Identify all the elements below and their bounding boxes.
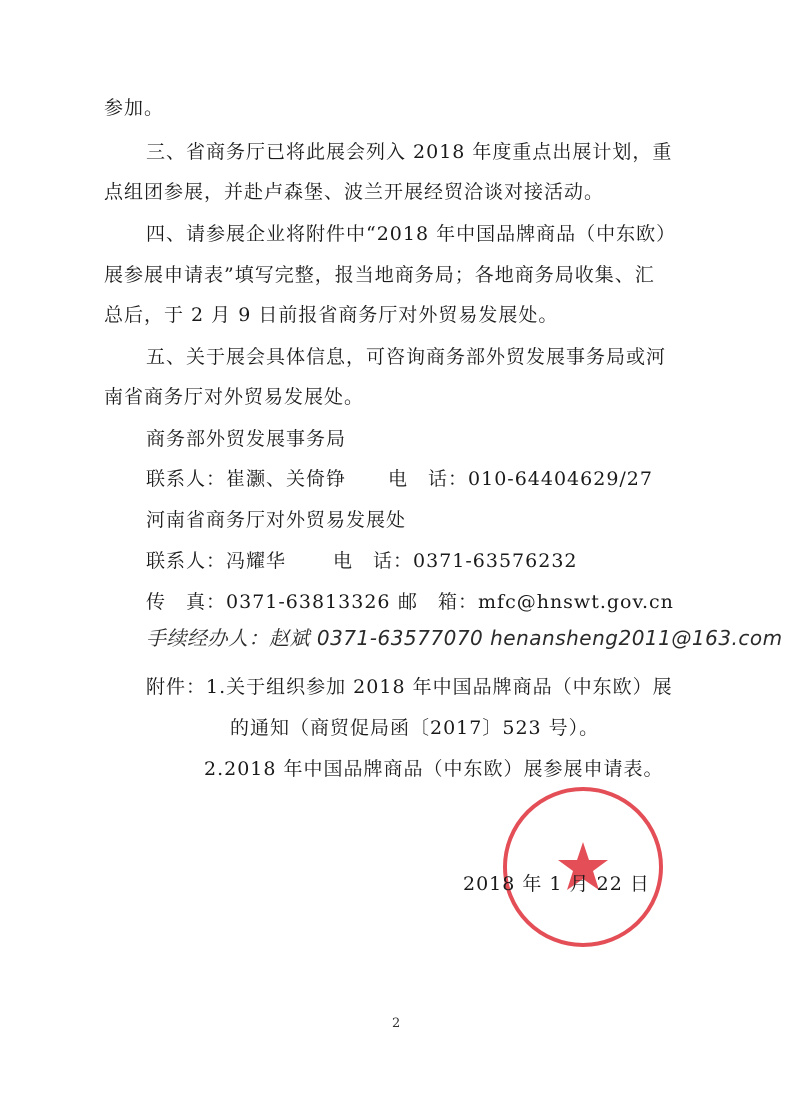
fax-label: 传 真：: [146, 591, 227, 613]
contact-label: 联系人：: [146, 550, 227, 572]
attachment-item-1-line-1: [146, 675, 673, 699]
email-address: mfc@hnswt.gov.cn: [478, 591, 674, 613]
contact-org-1: 商务部外贸发展事务局: [146, 428, 347, 450]
email-label: 邮 箱：: [398, 591, 479, 613]
attachment-item-2: 2.2018 年中国品牌商品（中东欧）展参展申请表。: [204, 758, 664, 780]
email-row: [398, 590, 674, 614]
attachment-1-text: 1.关于组织参加 2018 年中国品牌商品（中东欧）展: [206, 676, 673, 698]
paragraph-4-line-3: 总后，于 2 月 9 日前报省商务厅对外贸易发展处。: [104, 304, 559, 326]
phone-number: 010-64404629/27: [468, 468, 653, 490]
official-seal: [498, 782, 668, 952]
contact-org-2: 河南省商务厅对外贸易发展处: [146, 509, 407, 531]
contact-names: 崔灏、关倚铮: [226, 468, 347, 490]
paragraph-3-line-2: 点组团参展，并赴卢森堡、波兰开展经贸洽谈对接活动。: [104, 181, 605, 203]
paragraph-5-line-1: 五、关于展会具体信息，可咨询商务部外贸发展事务局或河: [146, 346, 667, 368]
attachment-item-1-line-2: 的通知（商贸促局函〔2017〕523 号）。: [230, 717, 600, 739]
contact-names: 冯耀华: [226, 550, 287, 572]
page-number: 2: [392, 1016, 401, 1031]
fax-row: [146, 590, 391, 614]
paragraph-4-line-1: 四、请参展企业将附件中“2018 年中国品牌商品（中东欧）: [146, 223, 677, 245]
paragraph-5-line-2: 南省商务厅对外贸易发展处。: [104, 386, 365, 408]
phone-label: 电 话：: [333, 550, 414, 572]
document-date: 2018 年 1 月 22 日: [463, 873, 650, 895]
paragraph-continuation: 参加。: [104, 97, 165, 119]
paragraph-3-line-1: 三、省商务厅已将此展会列入 2018 年度重点出展计划，重: [146, 141, 673, 163]
phone-number: 0371-63576232: [413, 550, 578, 572]
phone-row-1: [388, 467, 653, 491]
phone-label: 电 话：: [388, 468, 469, 490]
paragraph-4-line-2: 展参展申请表”填写完整，报当地商务局；各地商务局收集、汇: [104, 264, 655, 286]
phone-row-2: [333, 549, 578, 573]
handwritten-contact-note: 手续经办人：赵斌 0371-63577070 henansheng2011@163.com: [146, 626, 783, 650]
contact-label: 联系人：: [146, 468, 227, 490]
fax-number: 0371-63813326: [226, 591, 391, 613]
contact-row-2: [146, 549, 286, 573]
contact-row-1: [146, 467, 346, 491]
attachments-label: 附件：: [146, 676, 207, 698]
